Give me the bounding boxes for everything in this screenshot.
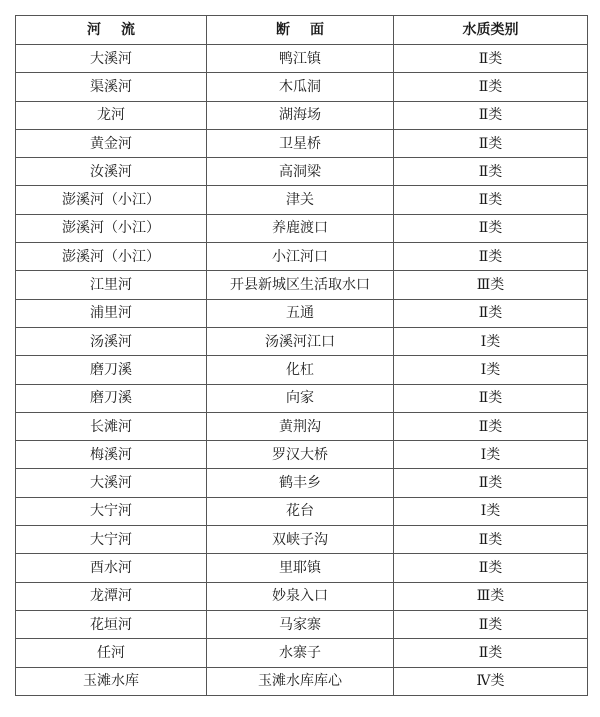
grade-cell: Ⅲ类 <box>394 271 588 299</box>
grade-cell: Ⅱ类 <box>394 554 588 582</box>
table-row <box>16 582 588 610</box>
grade-cell: Ⅱ类 <box>394 243 588 271</box>
river-cell: 大宁河 <box>16 497 207 525</box>
table-row <box>16 667 588 695</box>
section-cell: 鹤丰乡 <box>207 469 394 497</box>
table-row <box>16 639 588 667</box>
table-row <box>16 441 588 469</box>
grade-cell: Ⅱ类 <box>394 639 588 667</box>
section-cell: 养鹿渡口 <box>207 214 394 242</box>
section-cell: 化杠 <box>207 356 394 384</box>
river-cell: 渠溪河 <box>16 73 207 101</box>
section-cell: 开县新城区生活取水口 <box>207 271 394 299</box>
grade-cell: Ⅰ类 <box>394 327 588 355</box>
grade-cell: Ⅳ类 <box>394 667 588 695</box>
grade-cell: Ⅰ类 <box>394 497 588 525</box>
grade-cell: Ⅱ类 <box>394 299 588 327</box>
header-section: 断面 <box>207 16 394 45</box>
section-cell: 鸭江镇 <box>207 45 394 73</box>
table-row <box>16 243 588 271</box>
river-cell: 大溪河 <box>16 469 207 497</box>
section-cell: 湖海场 <box>207 101 394 129</box>
river-cell: 龙河 <box>16 101 207 129</box>
grade-cell: Ⅱ类 <box>394 101 588 129</box>
header-row <box>16 16 588 45</box>
grade-cell: Ⅱ类 <box>394 158 588 186</box>
table-row <box>16 356 588 384</box>
river-cell: 江里河 <box>16 271 207 299</box>
table-row <box>16 271 588 299</box>
grade-cell: Ⅲ类 <box>394 582 588 610</box>
river-cell: 汤溪河 <box>16 327 207 355</box>
table-body <box>16 45 588 696</box>
river-cell: 澎溪河（小江） <box>16 243 207 271</box>
table-row <box>16 384 588 412</box>
section-cell: 卫星桥 <box>207 129 394 157</box>
section-cell: 五通 <box>207 299 394 327</box>
header-river: 河流 <box>16 16 207 45</box>
grade-cell: Ⅱ类 <box>394 384 588 412</box>
river-cell: 磨刀溪 <box>16 356 207 384</box>
table-row <box>16 554 588 582</box>
section-cell: 木瓜洞 <box>207 73 394 101</box>
river-cell: 浦里河 <box>16 299 207 327</box>
river-cell: 梅溪河 <box>16 441 207 469</box>
table-header <box>16 16 588 45</box>
section-cell: 向家 <box>207 384 394 412</box>
section-cell: 汤溪河江口 <box>207 327 394 355</box>
table-row <box>16 497 588 525</box>
grade-cell: Ⅱ类 <box>394 73 588 101</box>
table-row <box>16 45 588 73</box>
river-cell: 酉水河 <box>16 554 207 582</box>
grade-cell: Ⅱ类 <box>394 610 588 638</box>
section-cell: 里耶镇 <box>207 554 394 582</box>
section-cell: 妙泉入口 <box>207 582 394 610</box>
section-cell: 马家寨 <box>207 610 394 638</box>
river-cell: 玉滩水库 <box>16 667 207 695</box>
table-row <box>16 412 588 440</box>
section-cell: 津关 <box>207 186 394 214</box>
river-cell: 澎溪河（小江） <box>16 214 207 242</box>
river-cell: 汝溪河 <box>16 158 207 186</box>
water-quality-table <box>15 15 588 696</box>
river-cell: 长滩河 <box>16 412 207 440</box>
river-cell: 澎溪河（小江） <box>16 186 207 214</box>
section-cell: 高洞梁 <box>207 158 394 186</box>
table-row <box>16 186 588 214</box>
river-cell: 花垣河 <box>16 610 207 638</box>
section-cell: 双峡子沟 <box>207 526 394 554</box>
river-cell: 龙潭河 <box>16 582 207 610</box>
grade-cell: Ⅰ类 <box>394 356 588 384</box>
grade-cell: Ⅱ类 <box>394 186 588 214</box>
table-row <box>16 469 588 497</box>
grade-cell: Ⅱ类 <box>394 469 588 497</box>
grade-cell: Ⅱ类 <box>394 129 588 157</box>
table-row <box>16 214 588 242</box>
table-row <box>16 299 588 327</box>
section-cell: 小江河口 <box>207 243 394 271</box>
table-row <box>16 101 588 129</box>
grade-cell: Ⅱ类 <box>394 526 588 554</box>
section-cell: 黄荆沟 <box>207 412 394 440</box>
section-cell: 水寨子 <box>207 639 394 667</box>
grade-cell: Ⅱ类 <box>394 412 588 440</box>
river-cell: 任河 <box>16 639 207 667</box>
river-cell: 黄金河 <box>16 129 207 157</box>
table-row <box>16 73 588 101</box>
grade-cell: Ⅱ类 <box>394 214 588 242</box>
river-cell: 磨刀溪 <box>16 384 207 412</box>
grade-cell: Ⅰ类 <box>394 441 588 469</box>
grade-cell: Ⅱ类 <box>394 45 588 73</box>
river-cell: 大宁河 <box>16 526 207 554</box>
table-row <box>16 610 588 638</box>
section-cell: 罗汉大桥 <box>207 441 394 469</box>
table-row <box>16 327 588 355</box>
table-row <box>16 526 588 554</box>
table-row <box>16 158 588 186</box>
section-cell: 玉滩水库库心 <box>207 667 394 695</box>
river-cell: 大溪河 <box>16 45 207 73</box>
section-cell: 花台 <box>207 497 394 525</box>
table-row <box>16 129 588 157</box>
header-grade: 水质类别 <box>394 16 588 45</box>
